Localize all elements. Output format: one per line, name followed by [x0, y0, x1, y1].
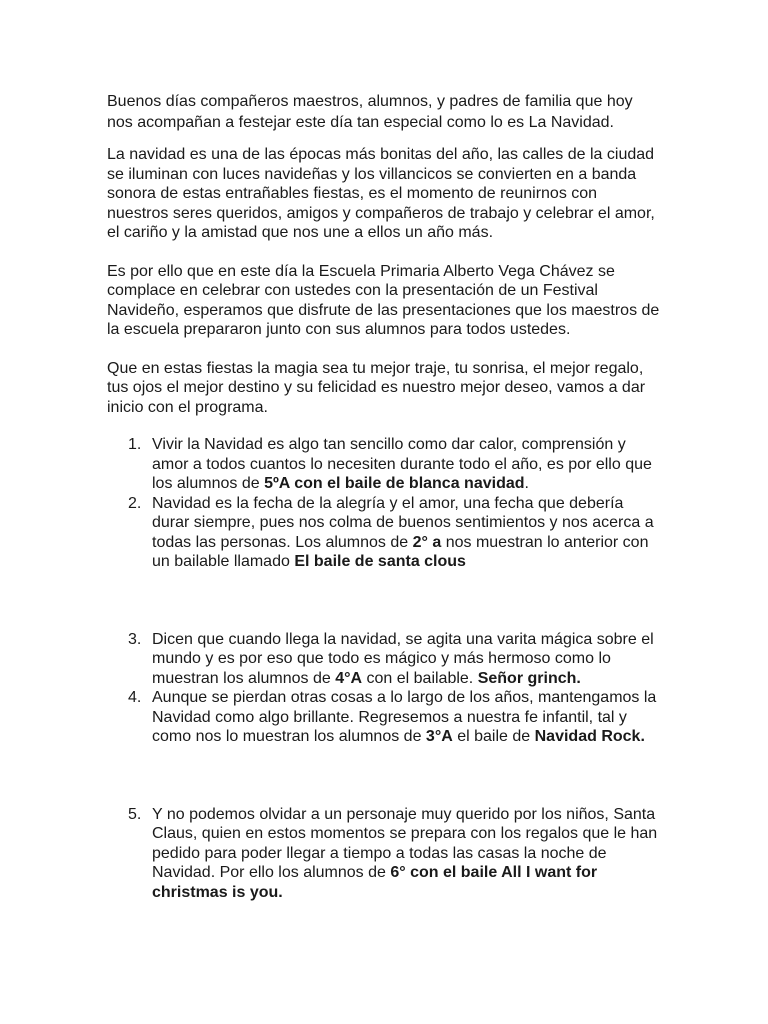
- list-number: 5.: [128, 805, 142, 823]
- document-page: [107, 91, 662, 902]
- item-text-mid: el baile de: [452, 728, 535, 745]
- item-text: Aunque se pierdan otras cosas a lo largo de los años, mantengamos la Navidad como algo brillante. Regresemos a nuestra fe infantil, tal y como nos lo muestran los alumnos de: [152, 689, 657, 745]
- program-list: [107, 435, 662, 902]
- intro-paragraph: La navidad es una de las épocas más bonitas del año, las calles de la ciudad se iluminan con luces navideñas y los villancicos se convierten en a banda sonora de estas entrañables fiestas, es el momento de reunirnos con nuestros seres queridos, amigos y compañeros de trabajo y celebrar el amor, el cariño y la amistad que nos une a ellos un año más.: [107, 146, 655, 241]
- list-item: [107, 435, 662, 494]
- item-bold: 3°A: [425, 728, 453, 745]
- greeting-paragraph: Buenos días compañeros maestros, alumnos, y padres de familia que hoy nos acompañan a festejar este día tan especial como lo es La Navidad.: [107, 93, 633, 131]
- wish-paragraph: Que en estas fiestas la magia sea tu mejor traje, tu sonrisa, el mejor regalo, tus ojos el mejor destino y su felicidad es nuestro mejor deseo, vamos a dar inicio con el programa.: [107, 359, 646, 416]
- item-bold: 2° a: [412, 533, 442, 551]
- list-item: [107, 494, 662, 572]
- list-item: [107, 805, 662, 903]
- item-text: Vivir la Navidad es algo tan sencillo como dar calor, comprensión y amor a todos cuantos lo necesiten durante todo el año, es por ello que los alumnos de: [152, 436, 652, 492]
- item-text-mid: .: [524, 475, 529, 492]
- item-bold-2: El baile de santa clous: [294, 553, 466, 570]
- list-number: 3.: [128, 630, 142, 648]
- item-text-mid: con el bailable.: [362, 669, 478, 687]
- item-text: Y no podemos olvidar a un personaje muy querido por los niños, Santa Claus, quien en estos momentos se prepara con los regalos que le han pedido para poder llegar a tiempo a todas las casas la noche de Navidad. Por ello los alumnos de: [152, 805, 658, 881]
- list-number: 4.: [128, 689, 142, 706]
- school-paragraph: Es por ello que en este día la Escuela Primaria Alberto Vega Chávez se complace en celebrar con ustedes con la presentación de un Festival Navideño, esperamos que disfrute de las presentaciones que los maestros de la escuela prepararon junto con sus alumnos para todos ustedes.: [107, 262, 660, 338]
- list-number: 1.: [128, 436, 142, 453]
- list-item: [107, 688, 662, 747]
- list-number: 2.: [128, 494, 142, 512]
- item-bold: 6° con el baile All I want for christmas is you.: [152, 864, 598, 901]
- item-text-mid: nos muestran lo anterior con un bailable llamado: [152, 533, 649, 570]
- list-item: [107, 630, 662, 689]
- item-bold: 5ºA con el baile de blanca navidad: [264, 475, 525, 492]
- item-text: Dicen que cuando llega la navidad, se agita una varita mágica sobre el mundo y es por eso que todo es mágico y más hermoso como lo muestran los alumnos de: [152, 630, 654, 687]
- item-text: Navidad es la fecha de la alegría y el amor, una fecha que debería durar siempre, pues nos colma de buenos sentimientos y nos acerca a todas las personas. Los alumnos de: [152, 494, 654, 551]
- item-bold: 4°A: [335, 669, 363, 687]
- item-bold-2: Navidad Rock.: [534, 728, 645, 745]
- item-bold-2: Señor grinch.: [477, 669, 581, 687]
